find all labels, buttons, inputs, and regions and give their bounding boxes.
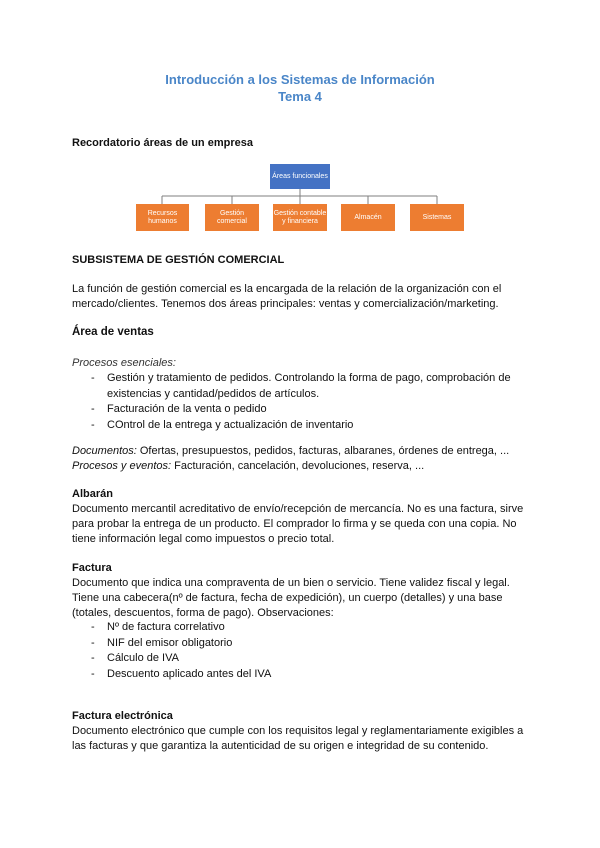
factura-line2: Tiene una cabecera(nº de factura, fecha de expedición), un cuerpo (detalles) y una base	[72, 592, 503, 604]
list-item: - COntrol de la entrega y actualización de inventario	[91, 418, 354, 431]
org-child-sistemas: Sistemas	[410, 204, 464, 231]
subsistema-intro-line1: La función de gestión comercial es la encargada de la relación de la organización con el	[72, 283, 502, 295]
albaran-line2: para probar la entrega de un producto. El comprador lo firma y se queda con una copia. No	[72, 518, 517, 530]
subsistema-heading: SUBSISTEMA DE GESTIÓN COMERCIAL	[72, 254, 285, 266]
electronica-line1: Documento electrónico que cumple con los requisitos legal y reglamentariamente exigibles a	[72, 725, 524, 737]
electronica-heading: Factura electrónica	[72, 710, 173, 722]
org-root-box: Áreas funcionales	[270, 164, 330, 189]
document-subtitle: Tema 4	[278, 89, 322, 104]
albaran-line1: Documento mercantil acreditativo de envío/recepción de mercancía. No es una factura, sirve	[72, 503, 524, 515]
list-item: - Descuento aplicado antes del IVA	[91, 667, 272, 680]
org-child-gestion-comercial: Gestión comercial	[205, 204, 259, 231]
list-item: existencias y cantidad/pedidos de artículos.	[107, 387, 320, 400]
procesos-label: Procesos esenciales:	[72, 357, 176, 369]
albaran-line3: tiene información legal como impuestos o precio total.	[72, 533, 335, 545]
list-item: - NIF del emisor obligatorio	[91, 636, 233, 649]
ventas-heading: Área de ventas	[72, 326, 154, 338]
factura-line1: Documento que indica una compraventa de un bien o servicio. Tiene validez fiscal y legal.	[72, 577, 510, 589]
recordatorio-heading: Recordatorio áreas de un empresa	[72, 137, 253, 149]
list-item: - Nº de factura correlativo	[91, 621, 225, 633]
factura-line3: (totales, descuentos, forma de pago). Observaciones:	[72, 607, 334, 619]
albaran-heading: Albarán	[72, 488, 113, 500]
org-child-almacen: Almacén	[341, 204, 395, 231]
factura-heading: Factura	[72, 562, 112, 574]
eventos-line: Procesos y eventos: Facturación, cancelación, devoluciones, reserva, ...	[72, 460, 425, 472]
electronica-line2: las facturas y que garantiza la autenticidad de su origen e integridad de su contenido.	[72, 740, 489, 752]
list-item: - Cálculo de IVA	[91, 652, 179, 664]
list-item: - Facturación de la venta o pedido	[91, 403, 267, 415]
factura-list	[72, 620, 532, 682]
subsistema-intro-line2: mercado/clientes. Tenemos dos áreas principales: ventas y comercialización/marketing.	[72, 298, 499, 310]
document-title: Introducción a los Sistemas de Información	[165, 72, 435, 87]
procesos-list	[72, 371, 532, 433]
documentos-line: Documentos: Ofertas, presupuestos, pedidos, facturas, albaranes, órdenes de entrega, ...	[72, 445, 510, 457]
list-item: - Gestión y tratamiento de pedidos. Controlando la forma de pago, comprobación de	[91, 372, 511, 384]
org-child-recursos-humanos: Recursos humanos	[136, 204, 189, 231]
org-child-gestion-contable: Gestión contable y financiera	[273, 204, 327, 231]
